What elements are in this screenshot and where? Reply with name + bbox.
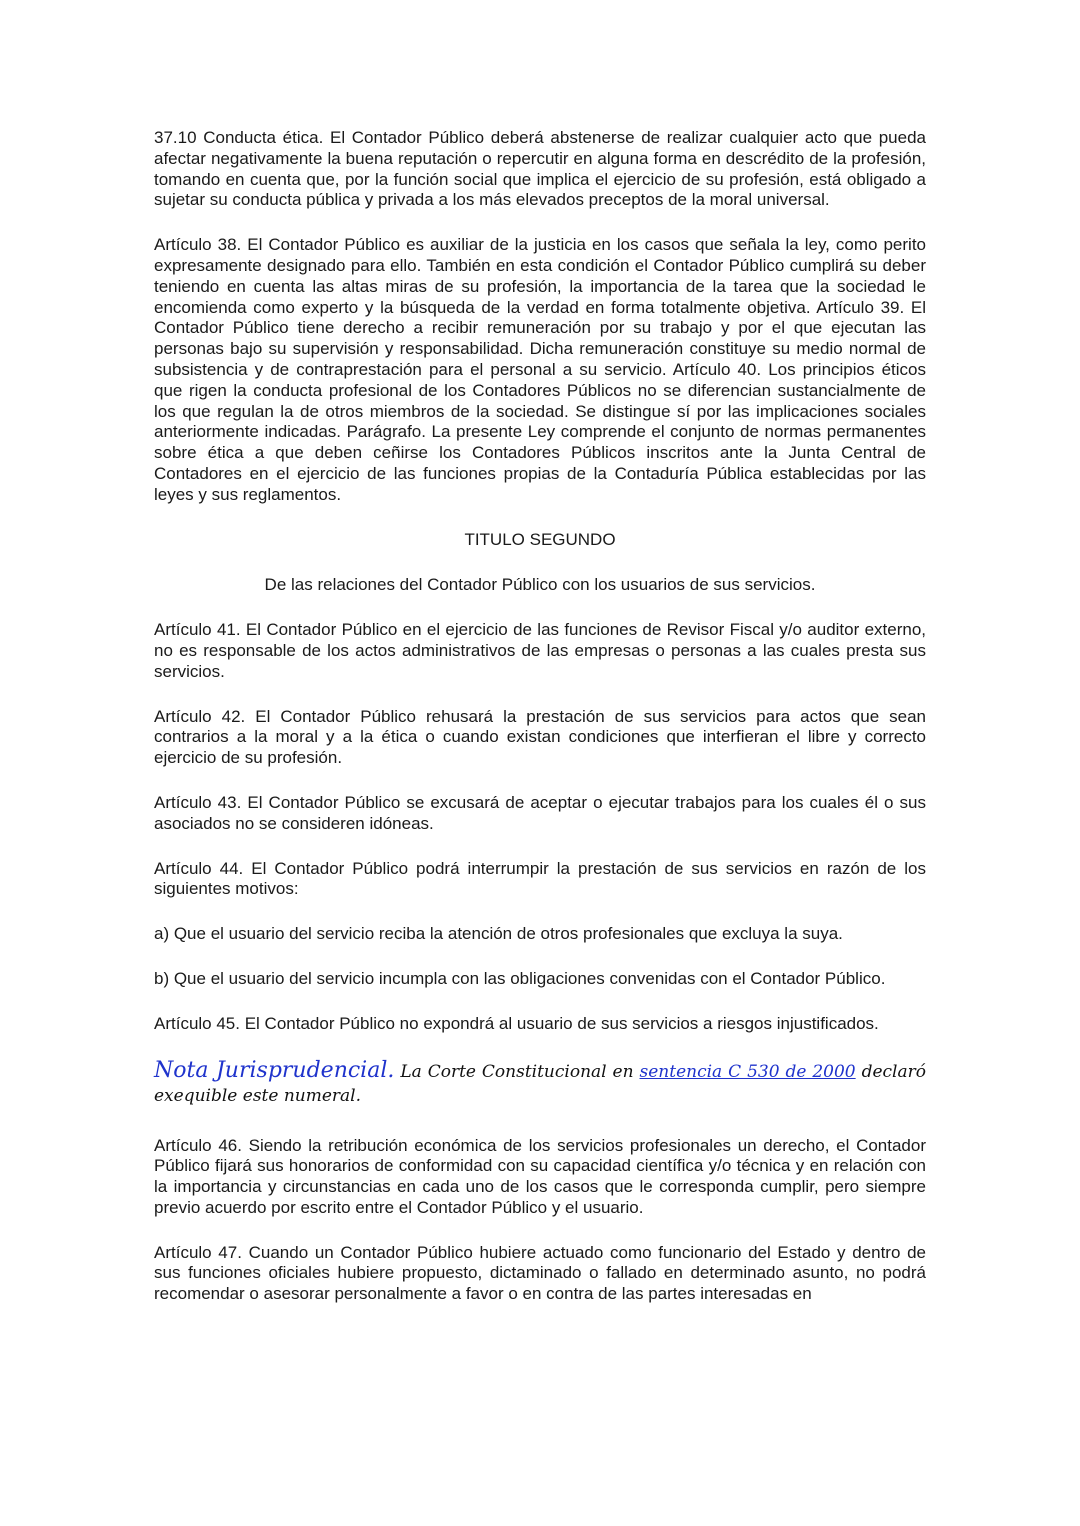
paragraph-37-10: 37.10 Conducta ética. El Contador Público deberá abstenerse de realizar cualquier acto que pueda afectar negativamente la buena reputación o repercutir en alguna forma en descrédito de la profesión, tomando en cuenta que, por la función social que implica el ejercicio de su profesión, está obligado a sujetar su conducta pública y privada a los más elevados preceptos de la moral universal. (154, 128, 926, 210)
jurisprudential-note (154, 1059, 926, 1108)
paragraph-articulo-47: Artículo 47. Cuando un Contador Público hubiere actuado como funcionario del Estado y dentro de sus funciones oficiales hubiere propuesto, dictaminado o fallado en determinado asunto, no podrá recomendar o asesorar personalmente a favor o en contra de las partes interesadas en (154, 1242, 926, 1304)
paragraph-articulo-42: Artículo 42. El Contador Público rehusará la prestación de sus servicios para actos que sean contrarios a la moral y a la ética o cuando existan condiciones que interfieran el libre y correcto ejercicio de su profesión. (154, 706, 926, 768)
paragraph-articulo-44: Artículo 44. El Contador Público podrá interrumpir la prestación de sus servicios en razón de los siguientes motivos: (154, 858, 926, 899)
list-item-b: b) Que el usuario del servicio incumpla con las obligaciones convenidas con el Contador Público. (154, 968, 886, 988)
note-text-after: declaró exequible este numeral. (154, 1061, 926, 1106)
paragraph-articulo-45: Artículo 45. El Contador Público no expondrá al usuario de sus servicios a riesgos injustificados. (154, 1013, 879, 1033)
sentencia-link[interactable]: sentencia C 530 de 2000 (639, 1061, 856, 1082)
list-item-a: a) Que el usuario del servicio reciba la atención de otros profesionales que excluya la suya. (154, 924, 843, 944)
paragraph-articulo-46: Artículo 46. Siendo la retribución económica de los servicios profesionales un derecho, el Contador Público fijará sus honorarios de conformidad con su capacidad científica y/o técnica y en relación con la importancia y circunstancias en cada uno de los casos que le corresponda cumplir, pero siempre previo acuerdo por escrito entre el Contador Público y el usuario. (154, 1135, 926, 1217)
note-text-before: La Corte Constitucional en (394, 1061, 640, 1082)
section-title: TITULO SEGUNDO (464, 529, 616, 549)
document-page (154, 128, 926, 1329)
paragraph-articulo-41: Artículo 41. El Contador Público en el ejercicio de las funciones de Revisor Fiscal y/o auditor externo, no es responsable de los actos administrativos de las empresas o personas a las cuales presta sus servicios. (154, 620, 926, 681)
paragraph-articulo-43: Artículo 43. El Contador Público se excusará de aceptar o ejecutar trabajos para los cuales él o sus asociados no se consideren idóneas. (154, 792, 926, 833)
note-heading: Nota Jurisprudencial. (154, 1057, 395, 1083)
paragraph-articulo-38-40: Artículo 38. El Contador Público es auxiliar de la justicia en los casos que señala la ley, como perito expresamente designado para ello. También en esta condición el Contador Público cumplirá su deber teniendo en cuenta las altas miras de su profesión, la importancia de la tarea que la sociedad le encomienda como experto y la búsqueda de la verdad en forma totalmente objetiva. Artículo 39. El Contador Público tiene derecho a recibir remuneración por su trabajo y por el que ejecutan las personas bajo su supervisión y responsabilidad. Dicha remuneración constituye su medio normal de subsistencia y de contraprestación para el personal a su servicio. Artículo 40. Los principios éticos que rigen la conducta profesional de los Contadores Públicos no se diferencian sustancialmente de los que regulan la de otros miembros de la sociedad. Se distingue sí por las implicaciones sociales anteriormente indicadas. Parágrafo. La presente Ley comprende el conjunto de normas permanentes sobre ética a que deben ceñirse los Contadores Públicos inscritos ante la Junta Central de Contadores en el ejercicio de las funciones propias de la Contaduría Pública establecidas por las leyes y sus reglamentos. (154, 235, 926, 504)
section-subtitle: De las relaciones del Contador Público con los usuarios de sus servicios. (264, 575, 816, 595)
